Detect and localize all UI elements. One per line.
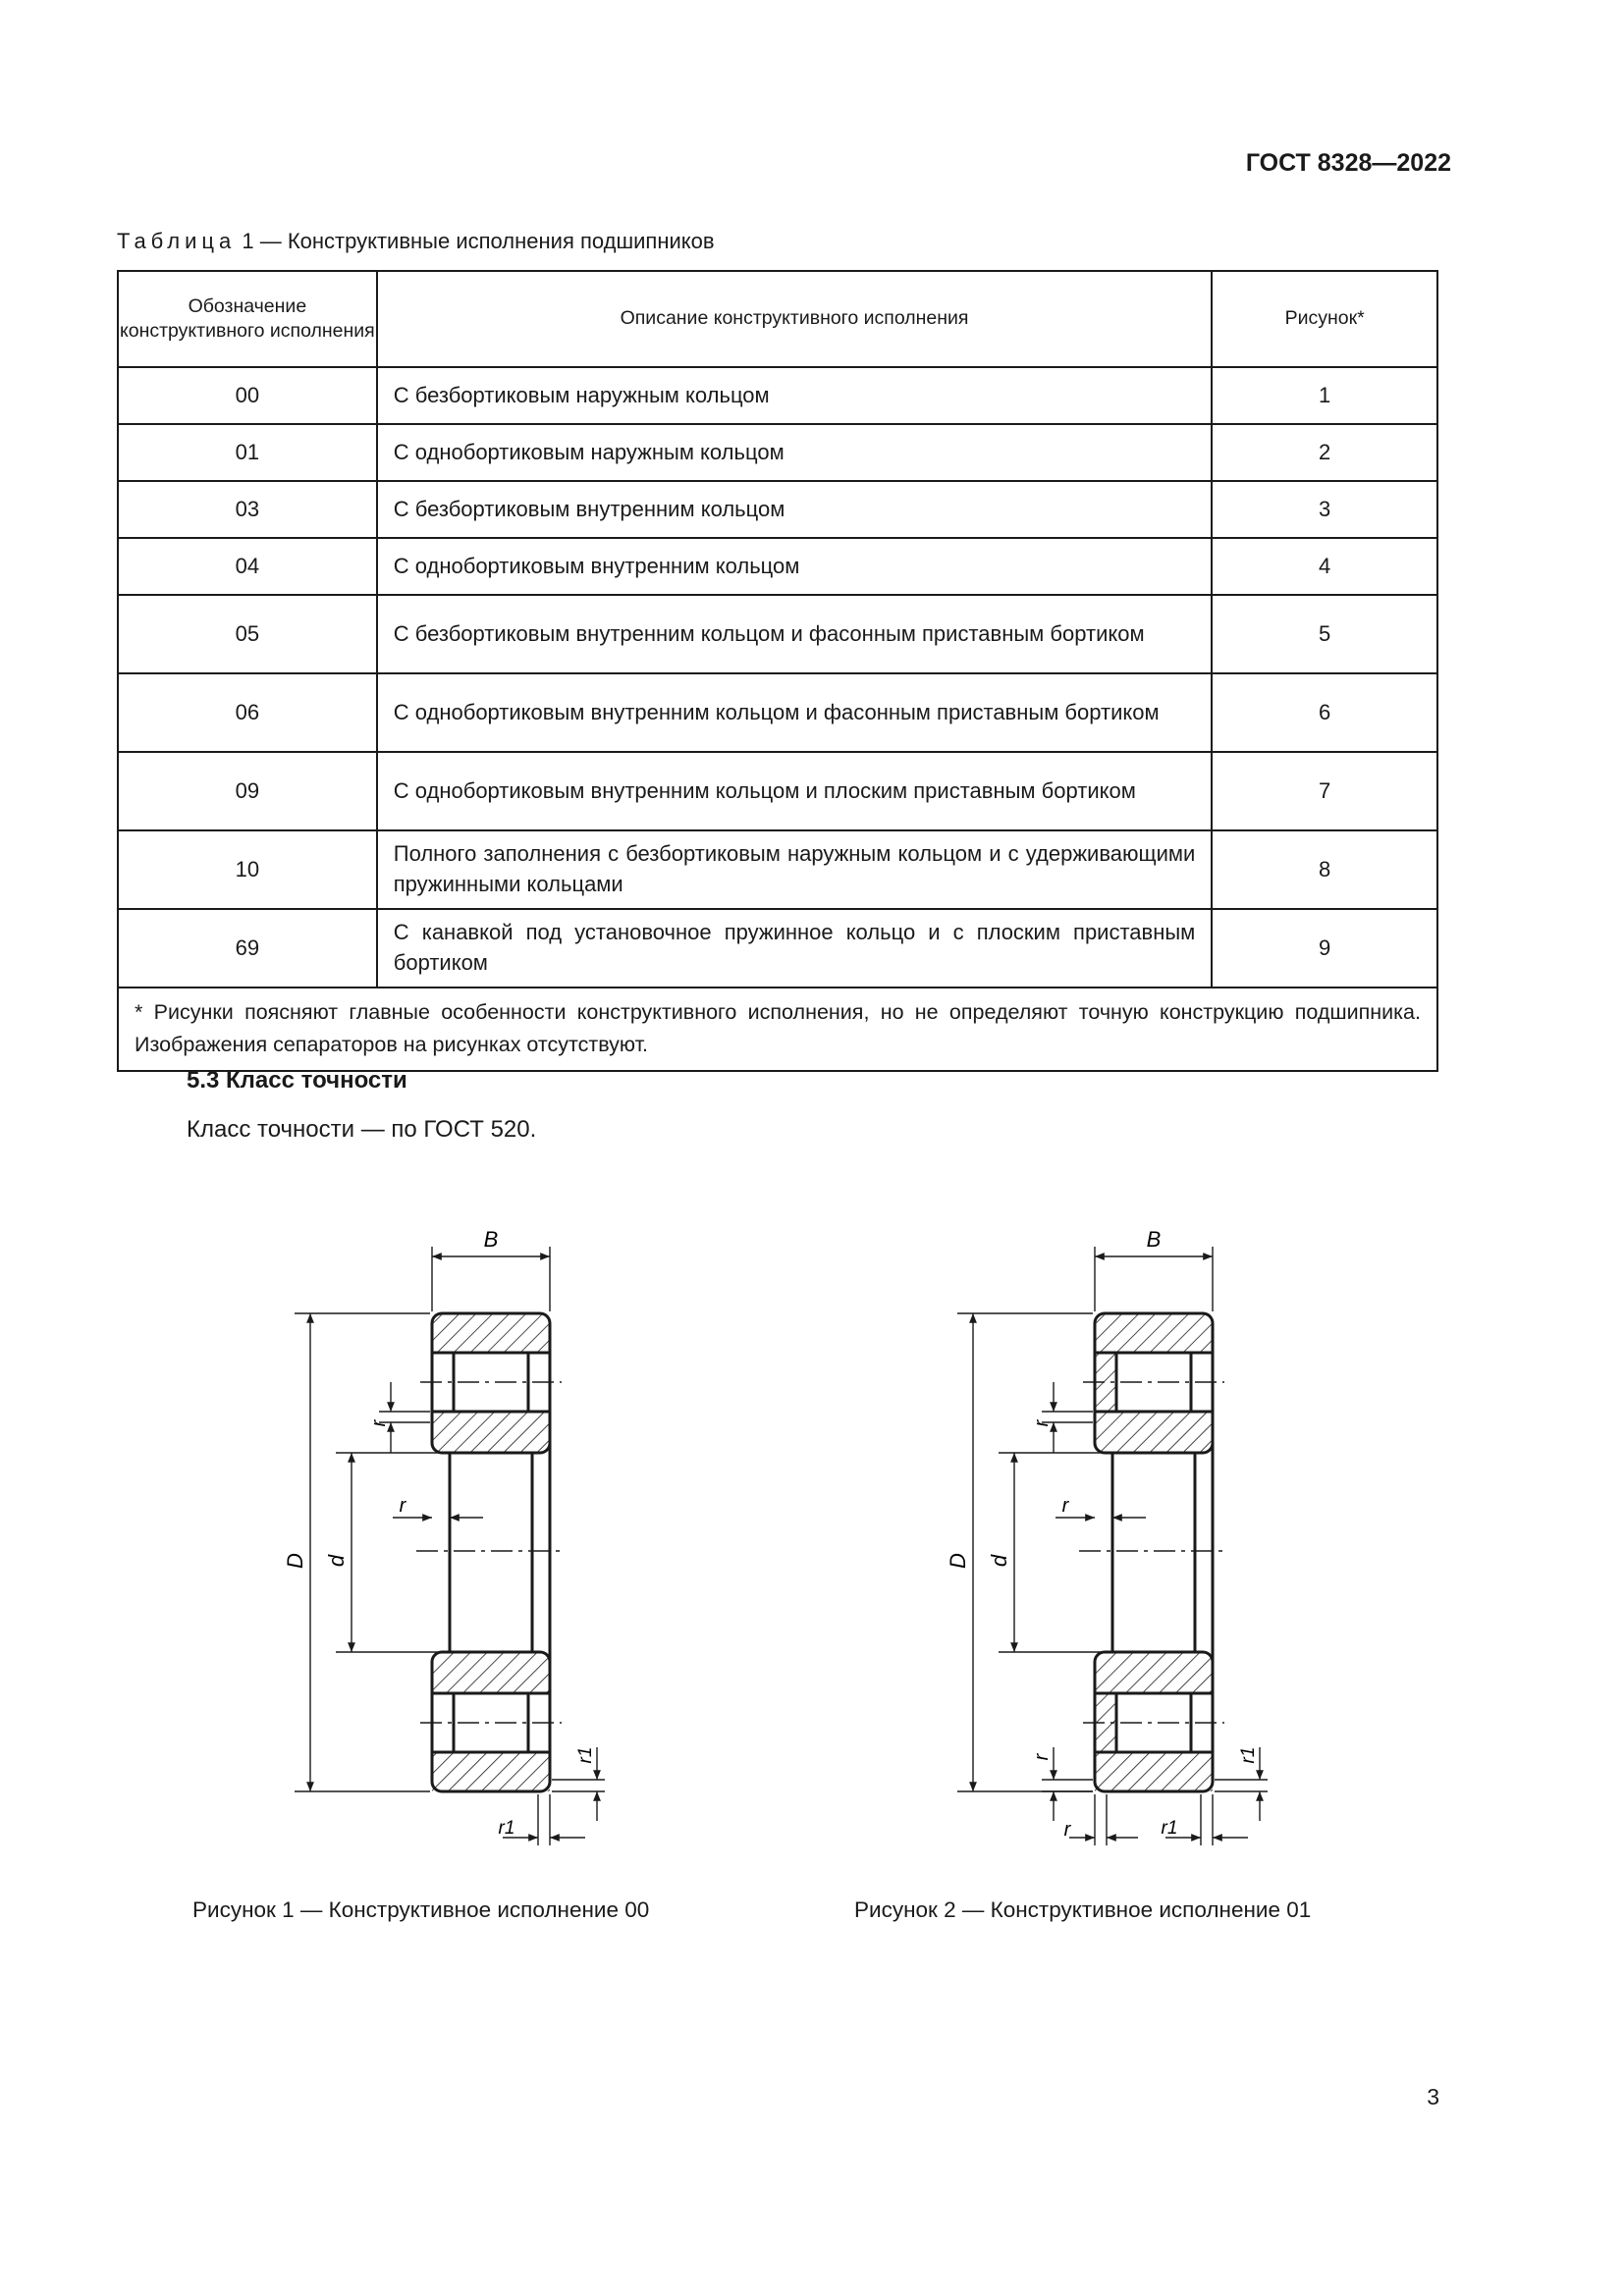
- dim-label-r: r: [368, 1419, 390, 1427]
- cell-code: 10: [118, 830, 377, 909]
- cell-code: 04: [118, 538, 377, 595]
- cell-figure: 4: [1212, 538, 1437, 595]
- cell-code: 69: [118, 909, 377, 988]
- cell-figure: 9: [1212, 909, 1437, 988]
- figure-1-drawing: [255, 1217, 628, 1865]
- table-header-row: [118, 271, 1437, 367]
- table-row: [118, 367, 1437, 424]
- table-footnote: * Рисунки поясняют главные особенности конструктивного исполнения, но не определяют точную конструкцию подшипника. Изображения сепараторов на рисунках отсутствуют.: [118, 988, 1437, 1071]
- bearing-section-upper: [1095, 1313, 1213, 1453]
- dim-label-r: r: [1031, 1753, 1053, 1761]
- table-row: [118, 481, 1437, 538]
- cell-description: С безбортиковым внутренним кольцом и фасонным приставным бортиком: [377, 595, 1213, 673]
- figure-1-caption: Рисунок 1 — Конструктивное исполнение 00: [192, 1897, 650, 1922]
- cell-description: С безбортиковым наружным кольцом: [377, 367, 1213, 424]
- cell-description: С однобортиковым наружным кольцом: [377, 424, 1213, 481]
- column-header-description: Описание конструктивного исполнения: [377, 271, 1213, 367]
- dim-label-D: D: [946, 1553, 970, 1569]
- cell-code: 00: [118, 367, 377, 424]
- cell-figure: 1: [1212, 367, 1437, 424]
- figure-2-drawing: [918, 1217, 1291, 1865]
- figure-2-caption: Рисунок 2 — Конструктивное исполнение 01: [854, 1897, 1312, 1922]
- table-caption-prefix: Таблица: [117, 229, 237, 253]
- dim-label-D: D: [283, 1553, 307, 1569]
- table-row: [118, 424, 1437, 481]
- table-row: [118, 538, 1437, 595]
- cell-description: С безбортиковым внутренним кольцом: [377, 481, 1213, 538]
- cell-figure: 6: [1212, 673, 1437, 752]
- table-row: [118, 595, 1437, 673]
- cell-figure: 5: [1212, 595, 1437, 673]
- column-header-figure: Рисунок*: [1212, 271, 1437, 367]
- cell-code: 03: [118, 481, 377, 538]
- bearing-section-lower: [1095, 1652, 1213, 1791]
- cell-figure: 2: [1212, 424, 1437, 481]
- cell-figure: 7: [1212, 752, 1437, 830]
- cell-code: 01: [118, 424, 377, 481]
- section-text: Класс точности — по ГОСТ 520.: [187, 1116, 537, 1143]
- column-header-code: Обозначение конструктивного исполнения: [118, 271, 377, 367]
- bearing-section-upper: [432, 1313, 550, 1453]
- dim-label-d: d: [324, 1554, 349, 1568]
- section-title: 5.3 Класс точности: [187, 1067, 407, 1094]
- table-row: [118, 752, 1437, 830]
- dim-label-r: r: [399, 1495, 406, 1517]
- dim-label-d: d: [987, 1554, 1011, 1568]
- dim-label-B: B: [1146, 1227, 1162, 1252]
- dim-label-r1: r1: [575, 1746, 596, 1764]
- dim-label-r1: r1: [1238, 1746, 1259, 1764]
- cell-figure: 8: [1212, 830, 1437, 909]
- cell-code: 05: [118, 595, 377, 673]
- cell-description: Полного заполнения с безбортиковым наружным кольцом и с удерживающими пружинными кольцами: [377, 830, 1213, 909]
- design-variants-table: [117, 270, 1438, 1072]
- table-row: [118, 830, 1437, 909]
- dim-label-r: r: [1061, 1495, 1069, 1517]
- dim-label-B: B: [483, 1227, 499, 1252]
- cell-figure: 3: [1212, 481, 1437, 538]
- cell-code: 09: [118, 752, 377, 830]
- table-caption-title: 1 — Конструктивные исполнения подшипников: [236, 229, 715, 253]
- table-footnote-row: [118, 988, 1437, 1071]
- cell-description: С канавкой под установочное пружинное кольцо и с плоским приставным бортиком: [377, 909, 1213, 988]
- table-caption: [117, 229, 715, 254]
- dim-label-r: r: [1031, 1419, 1053, 1427]
- dim-label-r: r: [1063, 1819, 1071, 1841]
- cell-description: С однобортиковым внутренним кольцом: [377, 538, 1213, 595]
- dim-label-r1: r1: [498, 1818, 515, 1839]
- cell-code: 06: [118, 673, 377, 752]
- bearing-section-lower: [432, 1652, 550, 1791]
- table-row: [118, 673, 1437, 752]
- page-number: 3: [1427, 2084, 1439, 2109]
- table-row: [118, 909, 1437, 988]
- dim-label-r1: r1: [1161, 1818, 1178, 1839]
- cell-description: С однобортиковым внутренним кольцом и фасонным приставным бортиком: [377, 673, 1213, 752]
- cell-description: С однобортиковым внутренним кольцом и плоским приставным бортиком: [377, 752, 1213, 830]
- standard-code: ГОСТ 8328—2022: [1245, 149, 1451, 177]
